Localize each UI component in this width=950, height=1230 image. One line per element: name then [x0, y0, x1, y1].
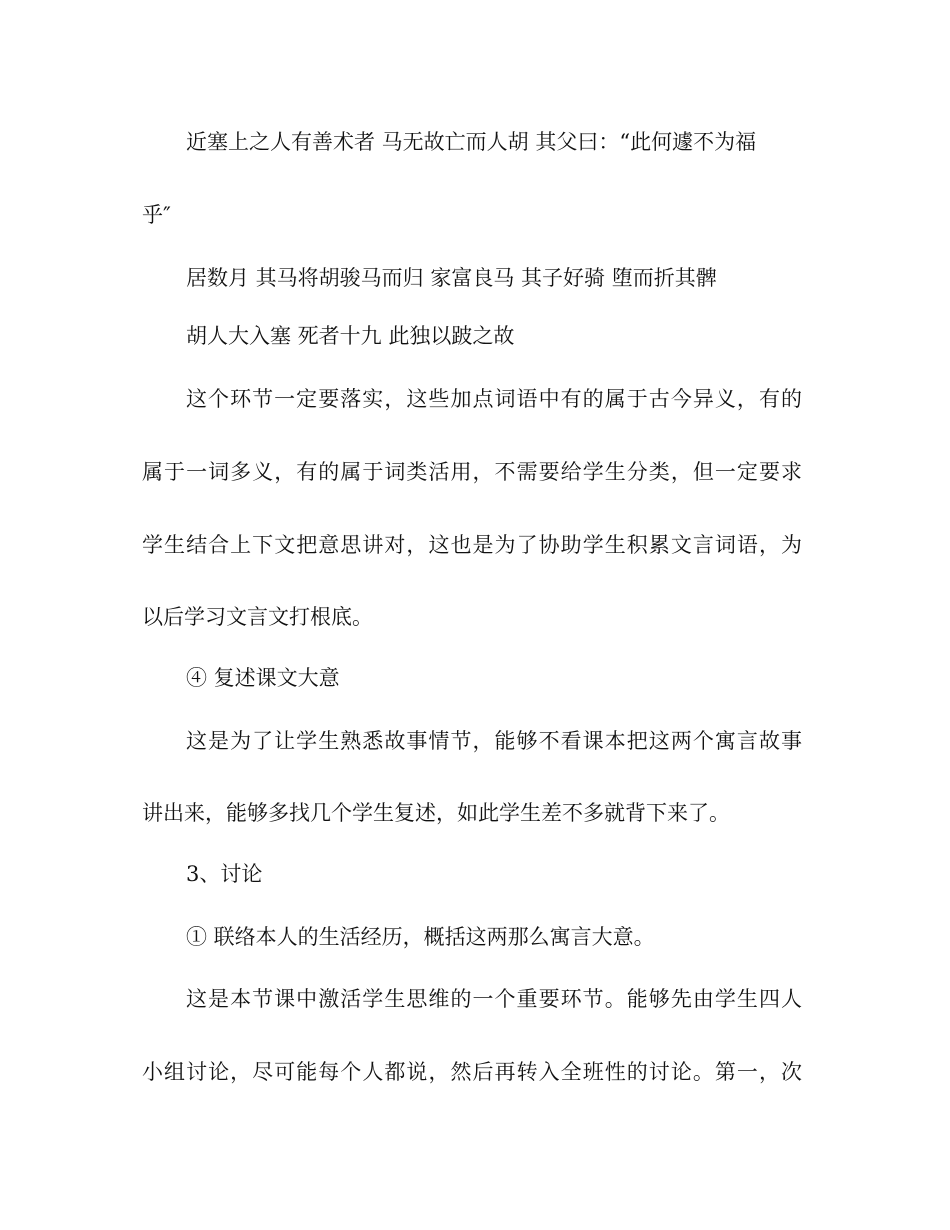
text-line-10: 这是为了让学生熟悉故事情节，能够不看课本把这两个寓言故事 [186, 729, 802, 753]
text-line-8: 以后学习文言文打根底。 [142, 605, 373, 629]
section-heading-retell: ④ 复述课文大意 [186, 666, 340, 690]
text-line-2: 乎″ [142, 203, 171, 227]
section-heading-discussion: 3、讨论 [186, 862, 263, 886]
text-line-3: 居数月 其马将胡骏马而归 家富良马 其子好骑 堕而折其髀 [186, 266, 717, 290]
text-line-7: 学生结合上下文把意思讲对，这也是为了协助学生积累文言词语，为 [142, 533, 802, 557]
text-line-14: 这是本节课中激活学生思维的一个重要环节。能够先由学生四人 [186, 987, 802, 1011]
text-line-13: ① 联络本人的生活经历，概括这两那么寓言大意。 [186, 925, 655, 949]
text-line-15: 小组讨论，尽可能每个人都说，然后再转入全班性的讨论。第一，次 [142, 1060, 802, 1084]
text-line-1: 近塞上之人有善术者 马无故亡而人胡 其父曰：“此何遽不为福 [186, 130, 757, 154]
text-line-5: 这个环节一定要落实，这些加点词语中有的属于古今异义，有的 [186, 387, 802, 411]
text-line-4: 胡人大入塞 死者十九 此独以跛之故 [186, 324, 515, 348]
text-line-6: 属于一词多义，有的属于词类活用，不需要给学生分类，但一定要求 [142, 460, 802, 484]
text-line-11: 讲出来，能够多找几个学生复述，如此学生差不多就背下来了。 [142, 801, 730, 825]
